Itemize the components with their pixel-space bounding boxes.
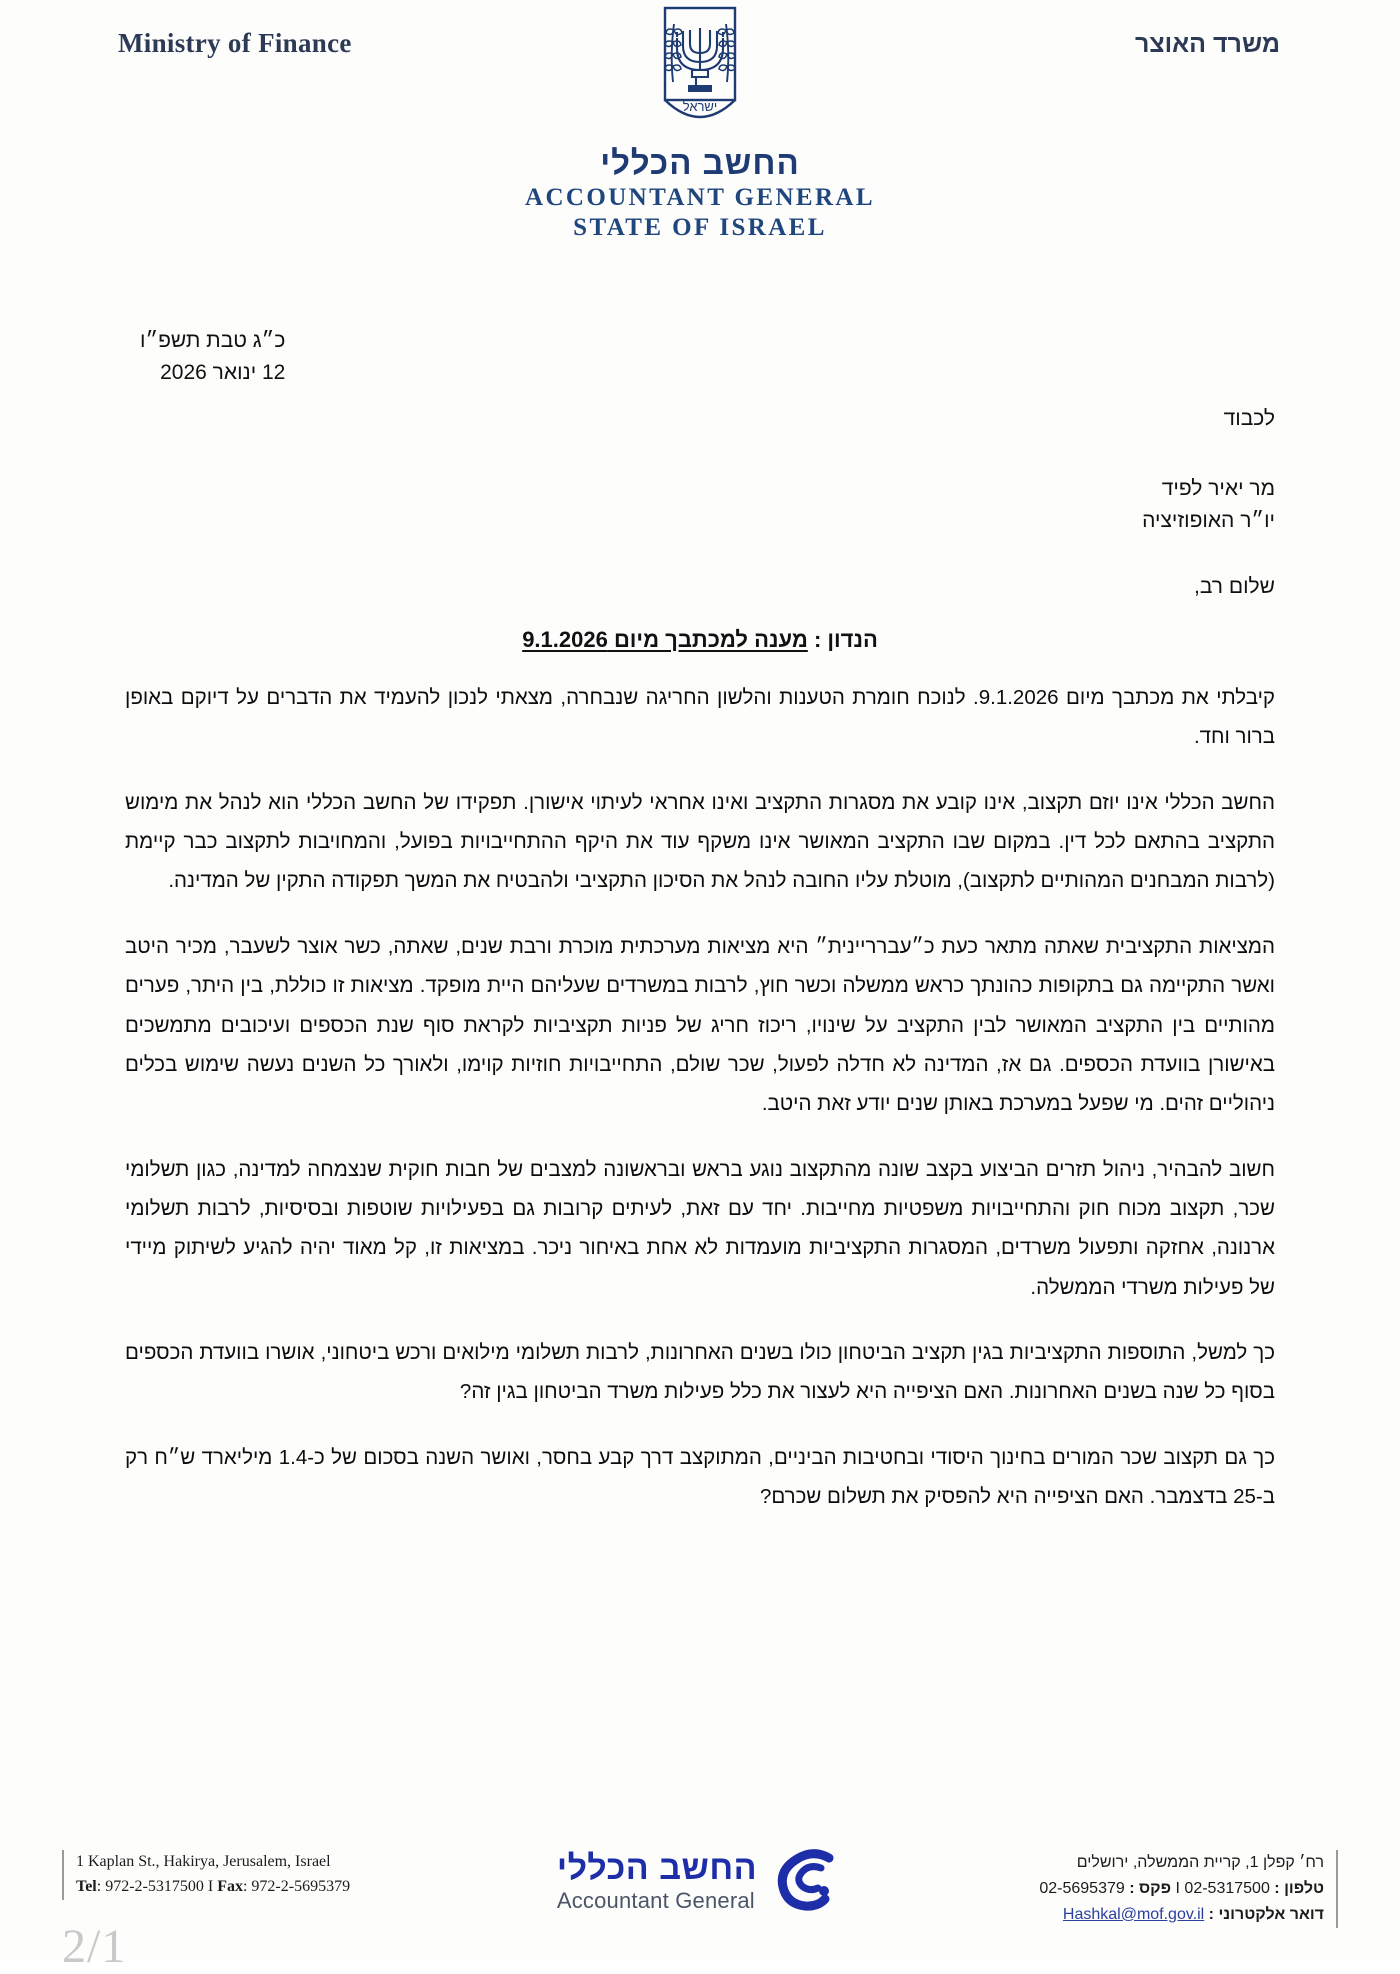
subject-line (0, 627, 1400, 653)
letterhead-title-english-line2: STATE OF ISRAEL (573, 214, 827, 241)
footer-logo-hebrew: החשב הכללי (556, 1848, 758, 1887)
svg-text:ישראל: ישראל (682, 99, 718, 114)
letterhead-title-english-line1: ACCOUNTANT GENERAL (525, 184, 875, 211)
addressee-salutation: לכבוד (1223, 407, 1275, 430)
addressee-name: מר יאיר לפיד (1161, 476, 1275, 500)
footer-fax-value: : 972-2-5695379 (242, 1877, 351, 1895)
footer-contact-hebrew (994, 1850, 1338, 1928)
body-paragraph: החשב הכללי אינו יוזם תקצוב, אינו קובע את מסגרות התקציב ואינו אחראי לעיתוי אישורן. תפקידו של החשב הכללי הוא לנהל את מימוש התקציב בהתאם לכל דין. במקום שבו התקציב המאושר אינו משקף עוד את היקף ההתחייבויות בפועל, והמחויבות לתקצוב כבר קיימת (לרבות המבחנים המהותיים לתקצוב), מוטלת עליו החובה לנהל את הסיכון התקציבי ולהבטיח את המשך תפקודה התקין של המדינה. (125, 790, 1275, 893)
body-paragraph: קיבלתי את מכתבך מיום 9.1.2026. לנוכח חומרת הטענות והלשון החריגה שנבחרה, מצאתי לנכון להעמיד את הדברים על דיוקם באופן ברור וחד. (125, 686, 1275, 749)
ministry-name-hebrew: משרד האוצר (1134, 30, 1280, 58)
footer-logo-english: Accountant General (556, 1887, 755, 1913)
letterhead (0, 0, 1400, 300)
ministry-name-english: Ministry of Finance (118, 28, 352, 58)
body-paragraph: חשוב להבהיר, ניהול תזרים הביצוע בקצב שונה מהתקצוב נוגע בראש ובראשונה למצבים של חבות חוקית שנצמחה למדינה, כגון תשלומי שכר, תקצוב מכוח חוק והתחייבויות משפטיות מחייבות. יחד עם זאת, לעיתים קרובות גם בפעילויות שוטפות ובסיסיות, לרבות תשלומי ארנונה, אחזקה ותפעול משרדים, המסגרות התקציביות מועמדות לא אחת באיחור ניכר. במציאות זו, קל מאוד יהיה להגיע לשיתוק מיידי של פעילות משרדי הממשלה. (125, 1157, 1275, 1299)
footer-phone-hebrew (994, 1876, 1324, 1902)
letter-date (140, 325, 285, 388)
footer-fax-value-hebrew: 02-5695379 (1039, 1879, 1125, 1897)
body-paragraph: כך למשל, התוספות התקציביות בגין תקציב הביטחון כולו בשנים האחרונות, לרבות תשלומי מילואים ורכש ביטחוני, אושרו בוועדת הכספים בסוף כל שנה בשנים האחרונות. האם הציפייה היא לעצור את כלל פעילות משרד הביטחון בגין זה? (125, 1341, 1275, 1404)
addressee-role: יו״ר האופוזיציה (1142, 509, 1275, 533)
letterhead-title-hebrew: החשב הכללי (600, 144, 800, 181)
footer-address-english: 1 Kaplan St., Hakirya, Jerusalem, Israel (76, 1853, 331, 1870)
body-paragraph: המציאות התקציבית שאתה מתאר כעת כ״עברריינית״ היא מציאות מערכתית מוכרת ורבת שנים, שאתה, כשר אוצר לשעבר, מכיר היטב ואשר התקיימה גם בתקופות כהונתך כראש ממשלה וכשר חוץ, לרבות במשרדים שעליהם היית מופקד. מציאות זו כוללת, בין היתר, פערים מהותיים בין התקציב המאושר לבין התקציב על שינויו, ריכוז חריג של פניות תקציביות לקראת סוף שנת הכספים ועיכובים מתמשכים באישורן בוועדת הכספים. גם אז, המדינה לא חדלה לפעול, שכר שולם, התחייבויות חוזיות קוימו, ולאורך כל השנים נעשה שימוש בכלים ניהוליים זהים. מי שפעל במערכת באותן שנים יודע זאת היטב. (125, 934, 1275, 1116)
body-paragraph: כך גם תקצוב שכר המורים בחינוך היסודי ובחטיבות הביניים, המתוקצב דרך קבע בחסר, ואושר השנה בסכום של כ-1.4 מיליארד ש״ח רק ב-25 בדצמבר. האם הציפייה היא להפסיק את תשלום שכרם? (125, 1445, 1275, 1509)
addressee-block (1142, 403, 1275, 538)
footer-tel-value-hebrew: 02-5317500 I (1175, 1879, 1270, 1897)
page-number: 2/1 (62, 1920, 127, 1973)
footer-email-row (994, 1902, 1324, 1928)
subject-label: הנדון : (813, 627, 878, 652)
footer-email-link[interactable]: Hashkal@mof.gov.il (1062, 1905, 1205, 1923)
date-hebrew: כ״ג טבת תשפ״ו (140, 329, 286, 352)
footer-tel-value: : 972-2-5317500 I (96, 1877, 214, 1895)
accountant-general-monogram-icon (771, 1848, 843, 1914)
footer-fax-label: Fax (217, 1877, 243, 1895)
letterhead-center-block (0, 6, 1400, 242)
footer-tel-label: Tel (76, 1877, 97, 1895)
footer-tel-label-hebrew: טלפון : (1274, 1879, 1324, 1897)
footer-fax-label-hebrew: פקס : (1129, 1879, 1172, 1897)
footer-email-label: דואר אלקטרוני : (1208, 1905, 1324, 1923)
footer-address-hebrew: רח׳ קפלן 1, קריית הממשלה, ירושלים (1076, 1854, 1324, 1871)
letter-footer (0, 1842, 1400, 1973)
subject-value: מענה למכתבך מיום 9.1.2026 (522, 627, 808, 652)
israel-state-emblem-icon (652, 6, 748, 132)
letter-body (125, 678, 1275, 1542)
greeting-line: שלום רב, (1194, 575, 1275, 598)
date-gregorian: 12 ינואר 2026 (160, 360, 286, 384)
footer-logo-text (556, 1848, 758, 1913)
